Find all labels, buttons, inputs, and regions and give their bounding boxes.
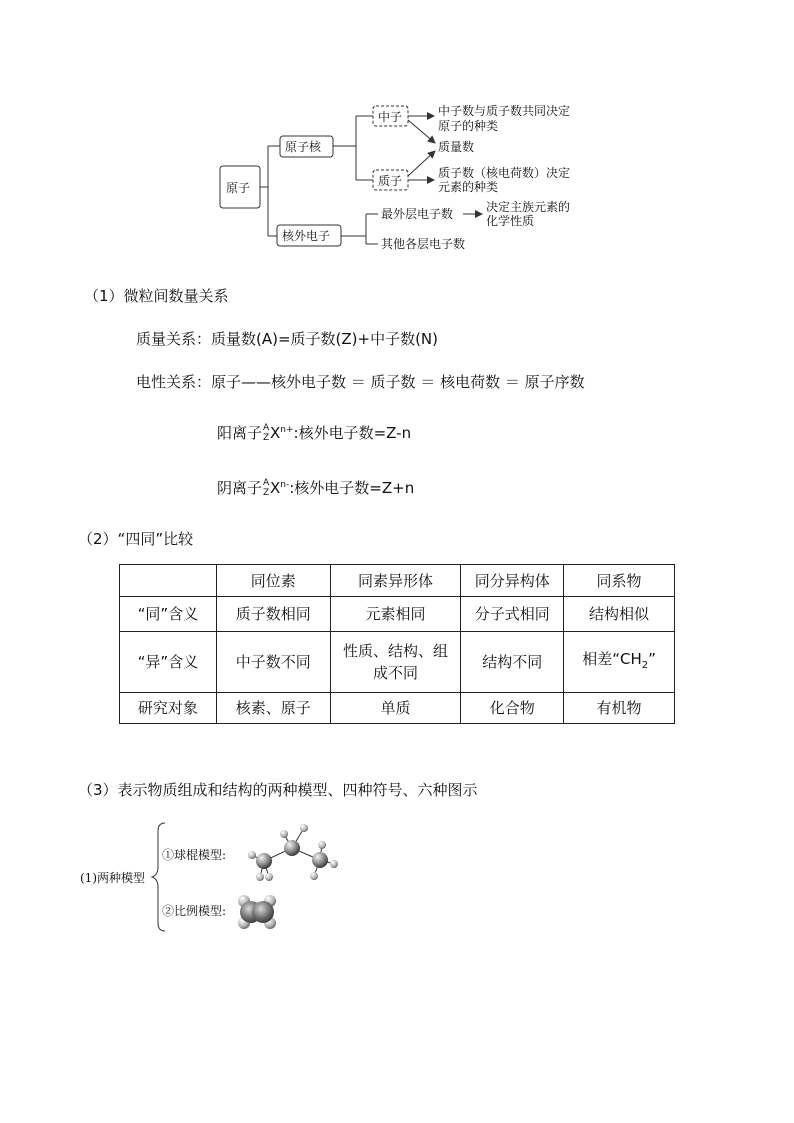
other-electrons-label: 其他各层电子数 <box>381 237 466 251</box>
table-cell: 结构相似 <box>564 597 675 632</box>
ch2-close-quote: ” <box>648 649 656 668</box>
models-figure <box>70 815 370 940</box>
space-fill-model-icon <box>238 895 276 929</box>
section2-heading: （2）“四同”比较 <box>78 530 194 548</box>
table-cell: 单质 <box>330 693 461 724</box>
table-cell: 结构不同 <box>461 632 564 693</box>
anion-charge: n- <box>280 480 290 490</box>
ch2-text: 相差“CH <box>582 649 642 668</box>
mass-relation: 质量关系：质量数(A)=质子数(Z)+中子数(N) <box>136 330 439 348</box>
section3-heading: （3）表示物质组成和结构的两种模型、四种符号、六种图示 <box>78 781 478 799</box>
nucleus-label: 原子核 <box>285 140 322 154</box>
atom-structure-diagram <box>0 0 794 270</box>
ball-stick-label: ①球棍模型: <box>162 848 227 862</box>
space-fill-label: ②比例模型: <box>162 904 227 918</box>
models-group-label: (1)两种模型 <box>80 871 145 885</box>
atom-label: 原子 <box>226 181 251 195</box>
anion-relation <box>217 477 414 498</box>
cation-charge: n+ <box>280 425 294 435</box>
charge-relation: 电性关系：原子——核外电子数 ＝ 质子数 ＝ 核电荷数 ＝ 原子序数 <box>136 373 585 391</box>
table-cell <box>120 565 217 597</box>
anion-mass-number: A <box>263 478 270 488</box>
table-cell: 中子数不同 <box>216 632 330 693</box>
table-cell: 同位素 <box>216 565 330 597</box>
ball-stick-model-icon <box>248 824 338 881</box>
section1-heading: （1）微粒间数量关系 <box>84 287 229 305</box>
outer-electrons-label: 最外层电子数 <box>381 207 454 221</box>
table-cell: 有机物 <box>564 693 675 724</box>
mass-number-note: 质量数 <box>438 140 475 154</box>
table-row <box>120 632 675 693</box>
table-cell: 分子式相同 <box>461 597 564 632</box>
table-cell: 研究对象 <box>120 693 217 724</box>
cation-mass-number: A <box>263 423 270 433</box>
table-cell: 质子数相同 <box>216 597 330 632</box>
outer-note-1: 决定主族元素的 <box>486 200 571 214</box>
table-cell: 同素异形体 <box>330 565 461 597</box>
table-cell: 元素相同 <box>330 597 461 632</box>
four-same-table <box>119 564 675 724</box>
cation-label: 阳离子 <box>217 424 263 442</box>
proton-note-2: 元素的种类 <box>438 180 499 194</box>
table-cell: 同系物 <box>564 565 675 597</box>
table-header-row <box>120 565 675 597</box>
cation-symbol <box>262 424 294 442</box>
table-cell: 同分异构体 <box>461 565 564 597</box>
anion-label: 阴离子 <box>217 479 263 497</box>
cation-rule: :核外电子数=Z-n <box>293 424 412 442</box>
neutron-note-1: 中子数与质子数共同决定 <box>438 104 571 118</box>
anion-rule: :核外电子数=Z+n <box>289 479 415 497</box>
table-cell: 性质、结构、组成不同 <box>330 632 461 693</box>
table-cell-ch2 <box>564 632 675 693</box>
table-row <box>120 693 675 724</box>
cation-atomic-number: Z <box>263 433 270 443</box>
neutron-label: 中子 <box>378 110 403 124</box>
proton-note-1: 质子数（核电荷数）决定 <box>438 166 571 180</box>
anion-atomic-number: Z <box>263 488 270 498</box>
cation-element: X <box>270 424 281 442</box>
neutron-note-2: 原子的种类 <box>438 119 499 133</box>
anion-element: X <box>270 479 281 497</box>
outer-note-2: 化学性质 <box>486 214 535 228</box>
anion-symbol <box>262 479 289 497</box>
table-cell: 核素、原子 <box>216 693 330 724</box>
proton-label: 质子 <box>378 174 403 188</box>
cation-relation <box>217 422 411 443</box>
table-row <box>120 597 675 632</box>
table-cell: “异”含义 <box>120 632 217 693</box>
table-cell: 化合物 <box>461 693 564 724</box>
electrons-label: 核外电子 <box>282 229 331 243</box>
table-cell: “同”含义 <box>120 597 217 632</box>
ch2-subscript: 2 <box>641 659 649 671</box>
